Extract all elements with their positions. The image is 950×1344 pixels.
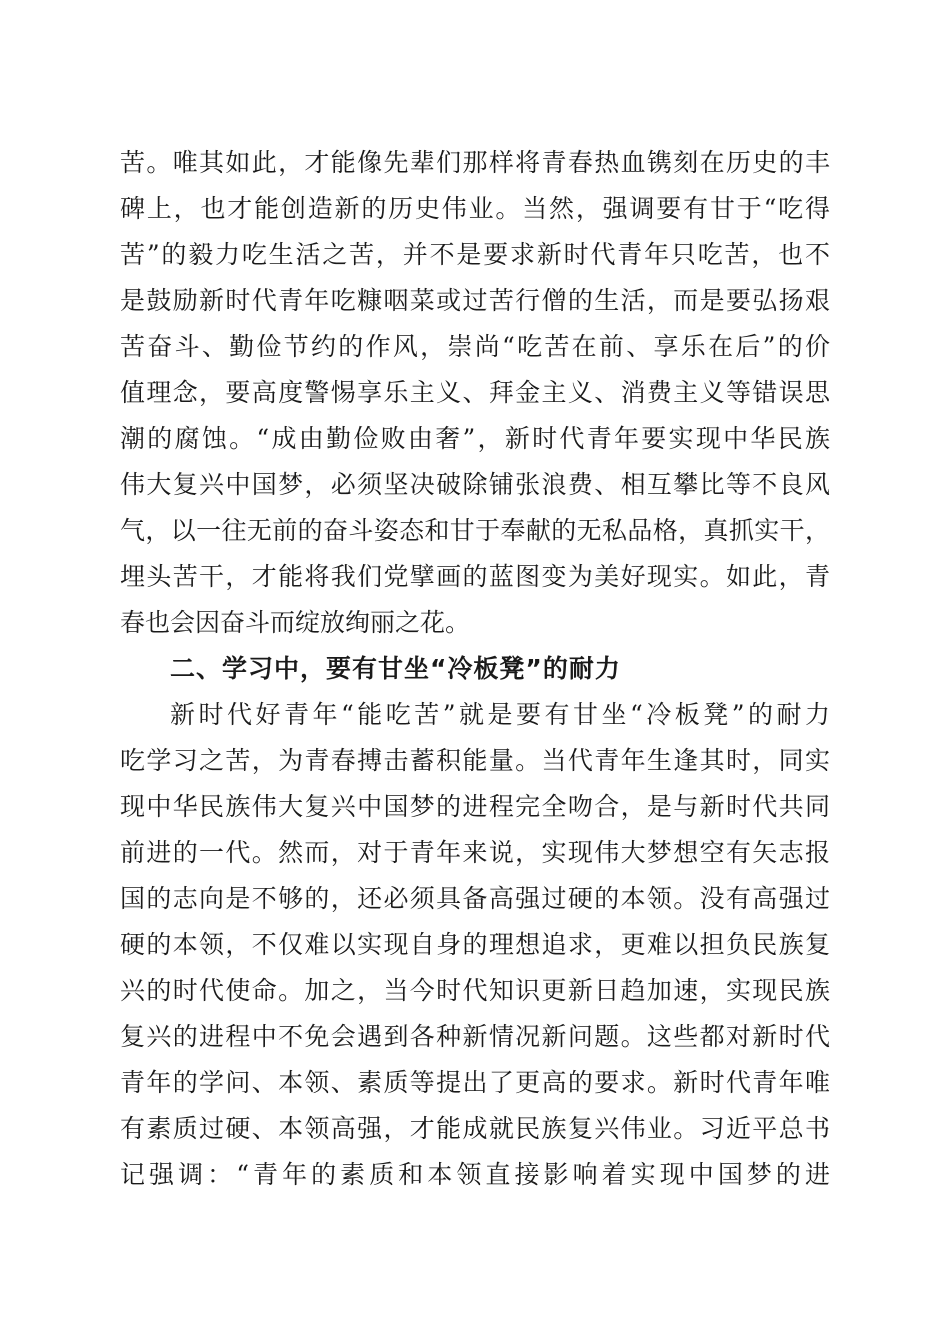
paragraph-line: 硬的本领，不仅难以实现自身的理想追求，更难以担负民族复 bbox=[120, 930, 830, 959]
paragraph-line: 兴的时代使命。加之，当今时代知识更新日趋加速，实现民族 bbox=[120, 976, 830, 1005]
paragraph-line: 值理念，要高度警惕享乐主义、拜金主义、消费主义等错误思 bbox=[120, 378, 830, 407]
paragraph-line: 苦”的毅力吃生活之苦，并不是要求新时代青年只吃苦，也不 bbox=[120, 240, 830, 269]
paragraph-line: 新时代好青年“能吃苦”就是要有甘坐“冷板凳”的耐力 bbox=[170, 700, 830, 729]
paragraph-line: 潮的腐蚀。“成由勤俭败由奢”，新时代青年要实现中华民族 bbox=[120, 424, 830, 453]
paragraph-line: 春也会因奋斗而绽放绚丽之花。 bbox=[120, 608, 471, 637]
paragraph-line: 苦奋斗、勤俭节约的作风，崇尚“吃苦在前、享乐在后”的价 bbox=[120, 332, 830, 361]
paragraph-line: 记强调：“青年的素质和本领直接影响着实现中国梦的进 bbox=[120, 1160, 830, 1189]
document-body bbox=[120, 140, 830, 1198]
paragraph-line: 青年的学问、本领、素质等提出了更高的要求。新时代青年唯 bbox=[120, 1068, 830, 1097]
paragraph-line: 是鼓励新时代青年吃糠咽菜或过苦行僧的生活，而是要弘扬艰 bbox=[120, 286, 830, 315]
paragraph-line: 苦。唯其如此，才能像先辈们那样将青春热血镌刻在历史的丰 bbox=[120, 148, 830, 177]
paragraph-1 bbox=[120, 140, 830, 646]
paragraph-line: 国的志向是不够的，还必须具备高强过硬的本领。没有高强过 bbox=[120, 884, 830, 913]
paragraph-line: 前进的一代。然而，对于青年来说，实现伟大梦想空有矢志报 bbox=[120, 838, 830, 867]
paragraph-line: 有素质过硬、本领高强，才能成就民族复兴伟业。习近平总书 bbox=[120, 1114, 830, 1143]
paragraph-line: 现中华民族伟大复兴中国梦的进程完全吻合，是与新时代共同 bbox=[120, 792, 830, 821]
paragraph-2 bbox=[120, 692, 830, 1198]
paragraph-line: 伟大复兴中国梦，必须坚决破除铺张浪费、相互攀比等不良风 bbox=[120, 470, 830, 499]
paragraph-line: 复兴的进程中不免会遇到各种新情况新问题。这些都对新时代 bbox=[120, 1022, 830, 1051]
paragraph-line: 气，以一往无前的奋斗姿态和甘于奉献的无私品格，真抓实干， bbox=[120, 516, 830, 545]
paragraph-line: 碑上，也才能创造新的历史伟业。当然，强调要有甘于“吃得 bbox=[120, 194, 830, 223]
paragraph-line: 吃学习之苦，为青春搏击蓄积能量。当代青年生逢其时，同实 bbox=[120, 746, 830, 775]
paragraph-line: 埋头苦干，才能将我们党擘画的蓝图变为美好现实。如此，青 bbox=[120, 562, 830, 591]
section-heading: 二、学习中，要有甘坐“冷板凳”的耐力 bbox=[170, 654, 621, 683]
